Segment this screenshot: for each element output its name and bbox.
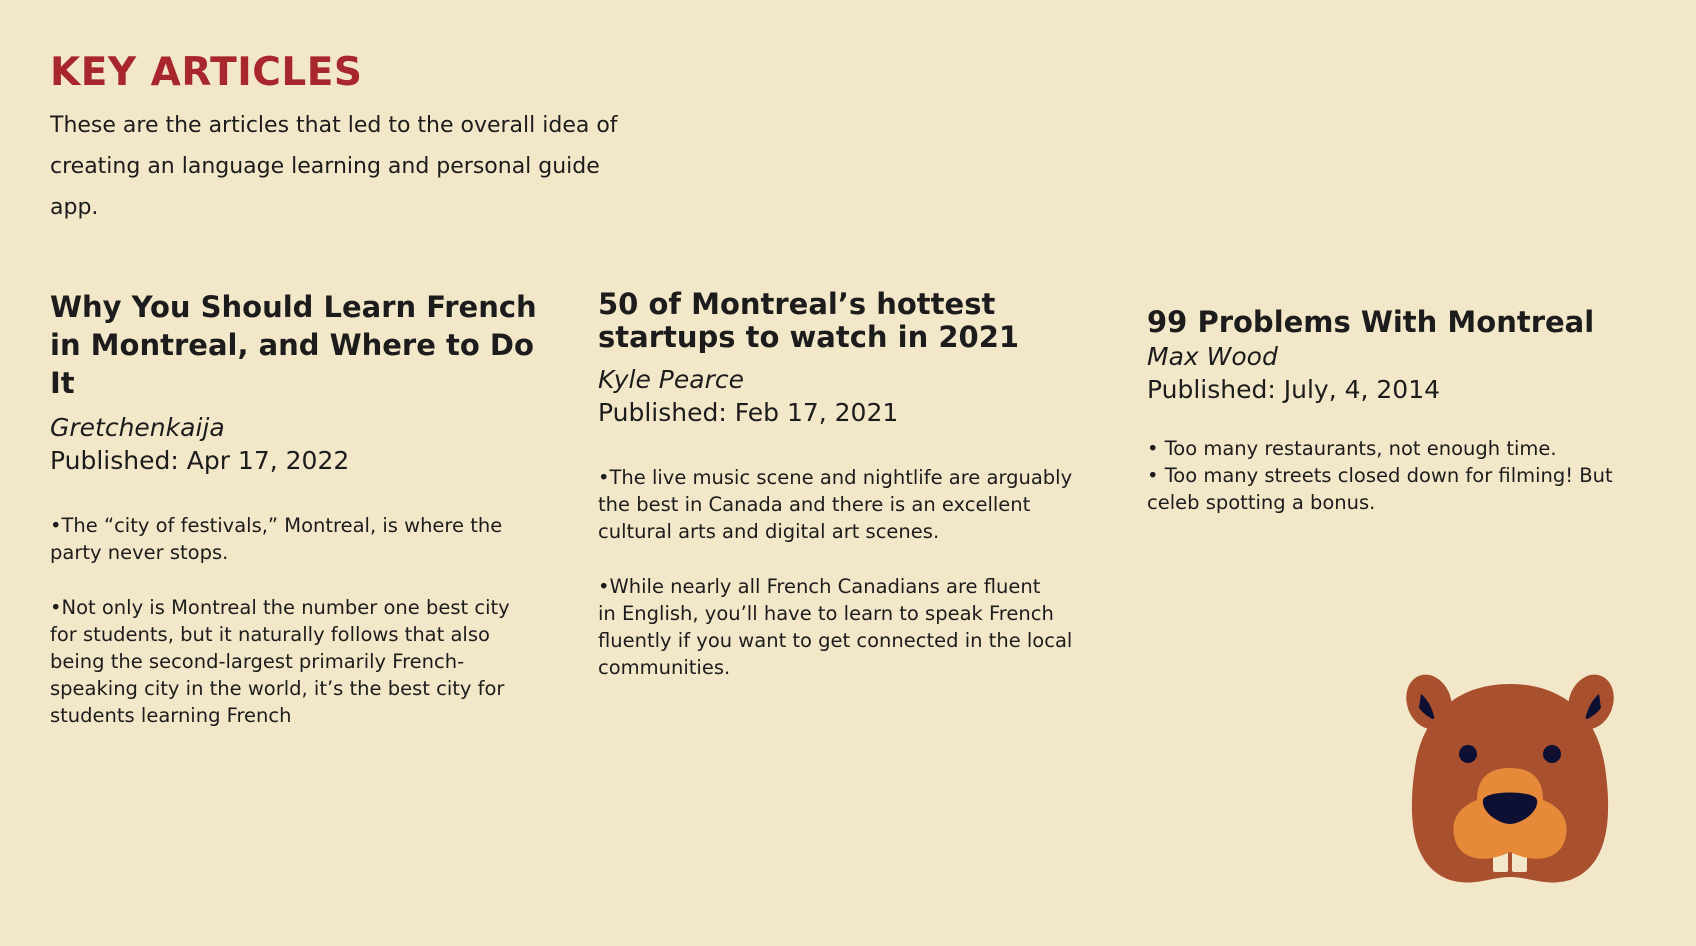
article-author: Max Wood: [1147, 342, 1278, 371]
right-eye: [1543, 745, 1561, 763]
left-eye: [1459, 745, 1477, 763]
article-date: Published: Feb 17, 2021: [598, 398, 899, 427]
article-author: Kyle Pearce: [598, 365, 744, 394]
article-date: Published: Apr 17, 2022: [50, 446, 350, 475]
article-date: Published: July, 4, 2014: [1147, 375, 1441, 404]
article-point: • Too many restaurants, not enough time.: [1147, 437, 1557, 460]
article-card-2: [598, 288, 1098, 709]
page-title: KEY ARTICLES: [50, 50, 363, 95]
article-card-3: [1147, 303, 1647, 516]
article-points: [598, 464, 1098, 681]
intro-text: These are the articles that led to the overall idea of creating an language learning and personal guide app.: [50, 113, 618, 220]
article-point: •The “city of festivals,” Montreal, is where the party never stops.: [50, 514, 503, 564]
article-point: • Too many streets closed down for filming! But celeb spotting a bonus.: [1147, 464, 1613, 514]
article-author: Gretchenkaija: [50, 413, 225, 442]
article-title: 99 Problems With Montreal: [1147, 305, 1595, 339]
article-points: [50, 512, 550, 729]
article-point: •Not only is Montreal the number one best city for students, but it naturally follows that also being the second-largest primarily French- speaking city in the world, it’s the best city for students learning French: [50, 596, 510, 727]
article-points: [1147, 435, 1647, 516]
article-card-1: [50, 288, 550, 757]
article-title: 50 of Montreal’s hottest startups to watch in 2021: [598, 287, 1020, 354]
beaver-icon: [1405, 672, 1615, 887]
article-point: •While nearly all French Canadians are fluent in English, you’ll have to learn to speak French fluently if you want to get connected in the local communities.: [598, 575, 1073, 679]
article-title: Why You Should Learn French in Montreal, and Where to Do It: [50, 290, 537, 400]
article-point: •The live music scene and nightlife are arguably the best in Canada and there is an excellent cultural arts and digital art scenes.: [598, 466, 1073, 543]
